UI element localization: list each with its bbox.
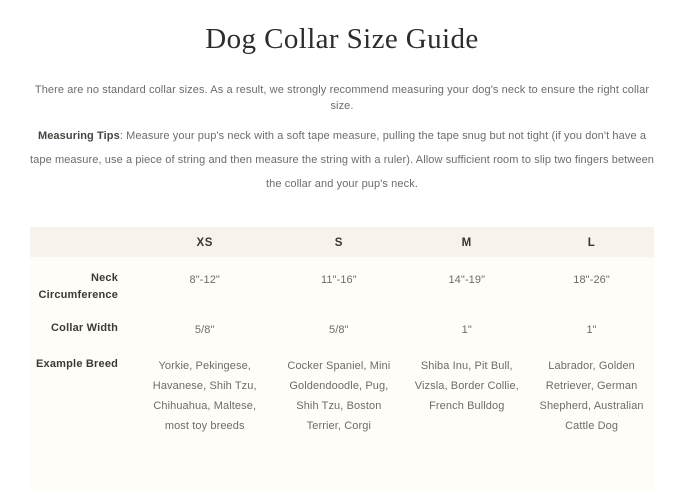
size-header-row (30, 227, 654, 258)
example-breed-m: Shiba Inu, Pit Bull, Vizsla, Border Collie, French Bulldog (414, 360, 519, 412)
size-table (30, 227, 654, 444)
collar-width-l: 1" (586, 324, 597, 336)
row-label-example-breed: Example Breed (35, 358, 119, 370)
collar-width-s: 5/8" (329, 324, 349, 336)
collar-width-xs: 5/8" (194, 324, 215, 336)
neck-circumference-s: 11"-16" (320, 274, 357, 286)
measuring-tips-label: Measuring Tips (37, 130, 120, 142)
size-header-xs: XS (136, 227, 273, 258)
table-row-neck-circumference (30, 258, 654, 312)
measuring-tips-paragraph (0, 124, 684, 196)
intro-text: There are no standard collar sizes. As a result, we strongly recommend measuring your dog's neck to ensure the right collar size. (34, 84, 650, 112)
table-row-example-breed (30, 348, 654, 444)
table-row-collar-width (30, 312, 654, 348)
size-header-l: L (529, 227, 654, 258)
size-header-spacer (30, 227, 136, 258)
size-header-s: S (273, 227, 404, 258)
measuring-tips-text: : Measure your pup's neck with a soft tape measure, pulling the tape snug but not tight (if you don't have a tape measure, use a piece of string and then measure the string with a ruler). Allow sufficient room to slip two fingers between the collar and your pup's neck. (29, 130, 655, 190)
neck-circumference-l: 18"-26" (573, 274, 610, 286)
neck-circumference-m: 14"-19" (448, 274, 486, 286)
row-label-collar-width: Collar Width (51, 322, 119, 334)
neck-circumference-xs: 8"-12" (189, 274, 220, 286)
example-breed-l: Labrador, Golden Retriever, German Shepherd, Australian Cattle Dog (539, 360, 644, 432)
example-breed-xs: Yorkie, Pekingese, Havanese, Shih Tzu, Chihuahua, Maltese, most toy breeds (152, 360, 257, 432)
collar-width-m: 1" (461, 324, 472, 336)
size-header-m: M (404, 227, 529, 258)
row-label-neck-circumference: Neck Circumference (38, 272, 119, 301)
example-breed-s: Cocker Spaniel, Mini Goldendoodle, Pug, Shih Tzu, Boston Terrier, Corgi (287, 360, 391, 432)
size-table-container (30, 227, 654, 492)
page-title: Dog Collar Size Guide (205, 23, 479, 55)
